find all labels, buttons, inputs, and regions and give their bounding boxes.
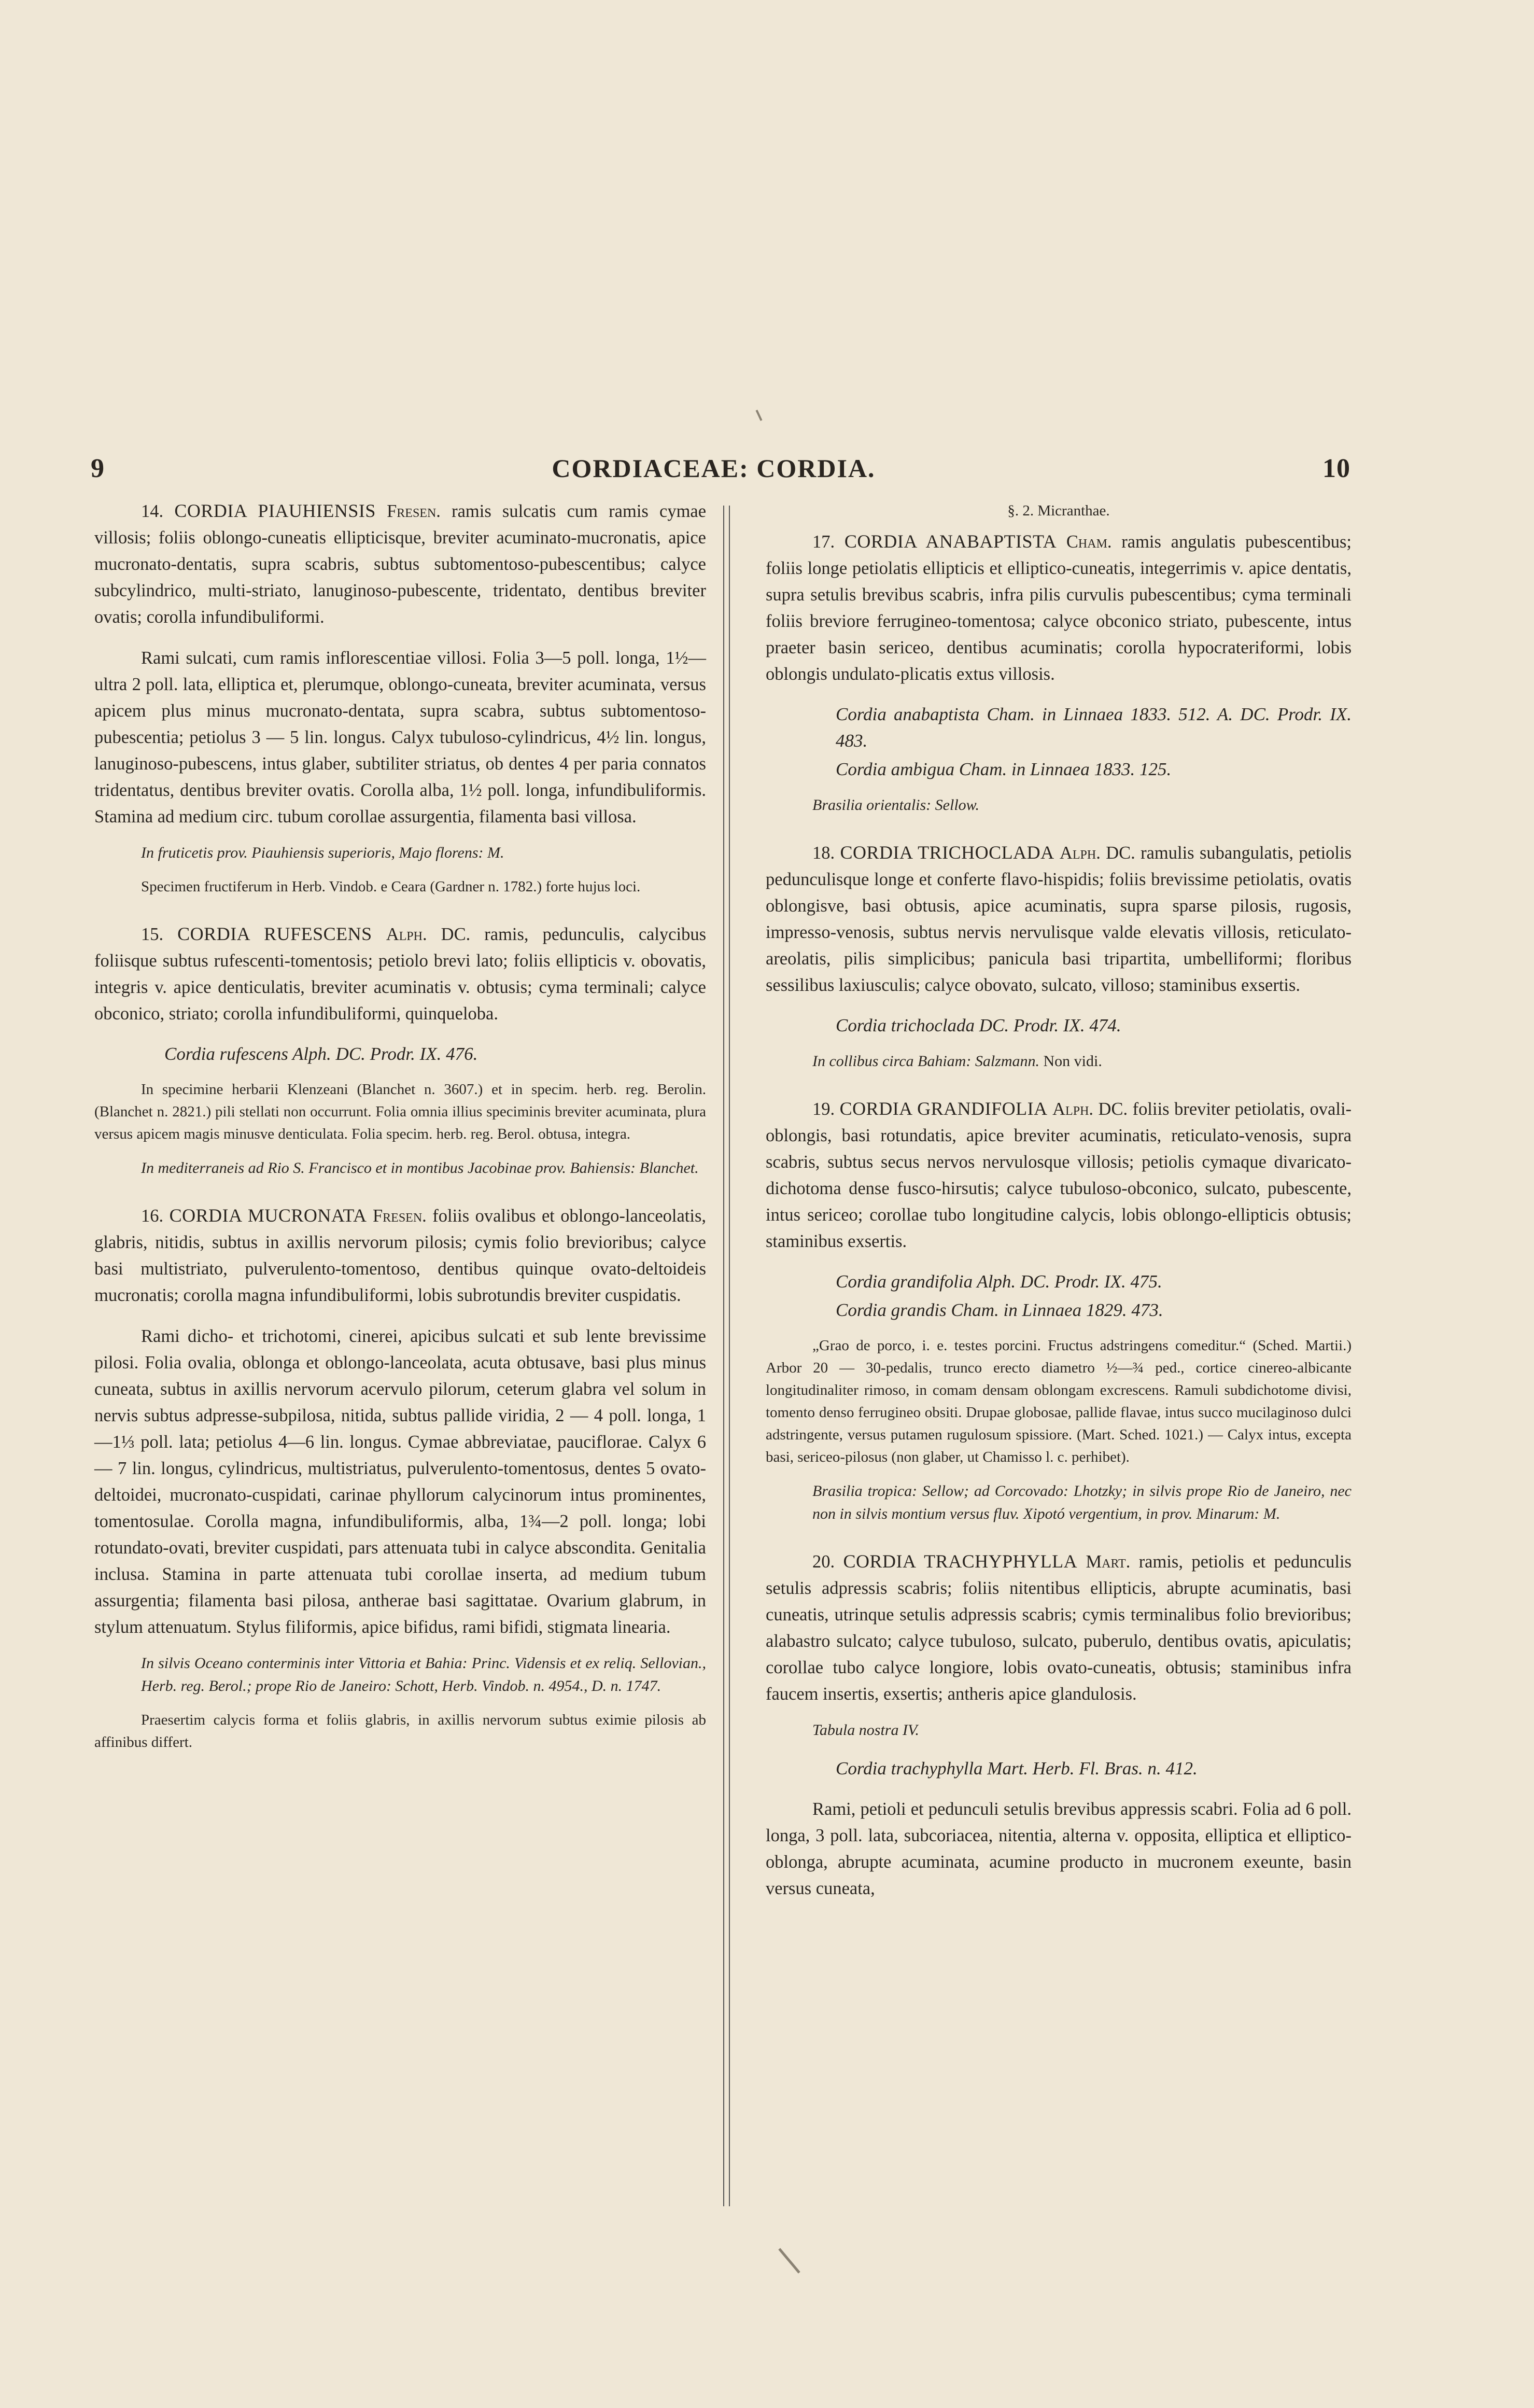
locality-text: In collibus circa Bahiam: Salzmann. bbox=[812, 1053, 1040, 1070]
species-19-reference-2: Cordia grandis Cham. in Linnaea 1829. 473. bbox=[836, 1300, 1163, 1320]
species-17-diagnosis bbox=[766, 528, 1352, 688]
running-header bbox=[91, 450, 1350, 486]
species-number: 20. bbox=[812, 1552, 835, 1572]
diagnosis-text: foliis breviter petiolatis, ovali-oblongis, basi rotundatis, apice breviter acuminatis, reticulato-venosis, supra scabris, subtus secus nervos nervulosque villosis; petiolis cymaque divaricato-dichotoma dense fusco-hirsutis; calyce tubuloso-obconico, sulcato, pubescente, intus sericeo; corollae tubo longitudine calycis, lobis oblongo-ellipticis obtusis; staminibus exsertis. bbox=[766, 1099, 1352, 1251]
species-number: 17. bbox=[812, 532, 835, 552]
diagnosis-text: ramis sulcatis cum ramis cymae villosis; foliis oblongo-cuneatis ellipticisque, breviter acuminato-mucronatis, apice mucronato-dentatis, supra scabris, subtus subtomentoso-pubescentibus; calyce subcylindrico, multi-striato, lanuginoso-pubescente, tridentato, dentibus breviter ovatis; corolla infundibuliformi. bbox=[94, 501, 707, 627]
scan-mark bbox=[778, 2248, 800, 2273]
scan-mark bbox=[756, 410, 763, 421]
species-16-note: Praesertim calycis forma et foliis glabris, in axillis nervorum subtus eximie pilosis ab affinibus differt. bbox=[94, 1712, 706, 1751]
species-20-description: Rami, petioli et pedunculi setulis brevibus appressis scabri. Folia ad 6 poll. longa, 3 poll. lata, subcoriacea, nitentia, alterna v. opposita, elliptica et elliptico-oblonga, abrupte acuminata, acumine producto in mucronem exeunte, basin versus cuneata, bbox=[766, 1799, 1352, 1898]
diagnosis-text: ramis, pedunculis, calycibus foliisque subtus rufescenti-tomentosis; petiolo brevi lato; foliis ellipticis v. obovatis, integris v. apice denticulatis, breviter acuminatis v. obtusis; cyma terminali; calyce obconico, striato; corolla infundibuliformi, quinqueloba. bbox=[94, 925, 707, 1024]
column-divider bbox=[723, 506, 730, 2206]
right-column bbox=[766, 498, 1352, 1902]
species-number: 15. bbox=[141, 925, 164, 944]
diagnosis-text: ramulis subangulatis, petiolis pedunculisque longe et conferte flavo-hispidis; foliis brevissime petiolatis, ovatis oblongisve, basi obtusis, apice acuminatis, supra sparse pilosis, rugosis, impresso-venosis, subtus nervis nervulisque valde elevatis villosis, reticulato-areolatis, pilis simplicibus; panicula basi tripartita, umbelliformi; floribus sessilibus laxiusculis; calyce obovato, sulcato, villoso; staminibus exsertis. bbox=[766, 843, 1352, 995]
diagnosis-text: foliis ovalibus et oblongo-lanceolatis, glabris, nitidis, subtus in axillis nervorum pilosis; cymis folio brevioribus; calyce basi multistriato, pulverulento-tomentoso, dentibus quinque ovato-deltoideis mucronatis; corolla magna infundibuliformi, lobis subrotundis breviter cuspidatis. bbox=[94, 1206, 707, 1305]
species-author: Fresen. bbox=[372, 1206, 427, 1226]
species-18-diagnosis bbox=[766, 839, 1352, 999]
species-14-locality: In fruticetis prov. Piauhiensis superioris, Majo florens: M. bbox=[141, 844, 504, 861]
species-name: CORDIA PIAUHIENSIS bbox=[174, 500, 376, 521]
species-18-locality bbox=[766, 1050, 1352, 1073]
species-14-diagnosis bbox=[94, 498, 706, 631]
species-name: CORDIA RUFESCENS bbox=[177, 923, 372, 944]
species-19-note: „Grao de porco, i. e. testes porcini. Fructus adstringens comeditur.“ (Sched. Martii.) Arbor 20 — 30-pedalis, trunco erecto diametro ½—¾ ped., cortice cinereo-albicante longitudinaliter rimoso, in comam densam oblongam excrescens. Ramuli subdichotome divisi, tomento denso ferrugineo obsiti. Drupae globosae, pallide flavae, intus succo mucilaginoso dulci adstringente, versus putamen rugulosum spissiore. (Mart. Sched. 1021.) — Calyx intus, excepta basi, sericeo-pilosus (non glaber, ut Chamisso l. c. perhibet). bbox=[766, 1337, 1352, 1465]
running-title: CORDIACEAE: CORDIA. bbox=[552, 454, 876, 483]
species-16-description: Rami dicho- et trichotomi, cinerei, apicibus sulcati et sub lente brevissime pilosi. Folia ovalia, oblonga et oblongo-lanceolata, acuta obtusave, basi plus minus cuneata, subtus in axillis nervorum acervulo pilorum, ceterum glabra vel solum in nervis subtus adpresse-subpilosa, nitida, subtus pallide viridia, 2 — 4 poll. longa, 1—1⅓ poll. lata; petiolus 4—6 lin. longus. Cymae abbreviatae, pauciflorae. Calyx 6 — 7 lin. longus, cylindricus, multistriatus, pulverulento-tomentosus, dentes 5 ovato-deltoidei, mucronato-cuspidati, carinae phyllorum calycinorum intus prominentes, tomentosulae. Corolla magna, infundibuliformis, alba, 1¾—2 poll. longa; lobi rotundato-ovati, breviter cuspidati, pars attenuata tubi in calyce abscondita. Genitalia inclusa. Stamina in parte attenuata tubi corollae inserta, ad medium tubum assurgentia; filamenta basi pilosa, antherae basi sagittatae. Ovarium glabrum, in stylum attenuatum. Stylus filiformis, apice bifidus, rami bifidi, stigmata linearia. bbox=[94, 1326, 706, 1637]
diagnosis-text: ramis, petiolis et pedunculis setulis adpressis scabris; foliis nitentibus ellipticis, abrupte acuminatis, basi cuneatis, utrinque setulis adpressis scabris; cymis terminalibus folio brevioribus; alabastro sulcato; calyce tubuloso, sulcato, puberulo, dentibus ovatis, apiculatis; corollae tubo calyce longiore, lobis ovato-cuneatis, obtusis; staminibus infra faucem insertis, exsertis; antheris apice glandulosis. bbox=[766, 1552, 1352, 1704]
species-15-reference: Cordia rufescens Alph. DC. Prodr. IX. 476. bbox=[164, 1044, 478, 1064]
species-17-locality: Brasilia orientalis: Sellow. bbox=[812, 796, 979, 814]
non-vidi-note: Non vidi. bbox=[1043, 1053, 1102, 1070]
diagnosis-text: ramis angulatis pubescentibus; foliis longe petiolatis ellipticis et elliptico-cuneatis, integerrimis v. apice dentatis, supra setulis brevibus scabris, infra pilis curvulis pubescentibus; cyma terminali foliis breviore ferrugineo-tomentosa; calyce obconico striato, pubescente, intus praeter basin sericeo, dentibus acuminatis; corolla hypocrateriformi, lobis oblongis undulato-plicatis extus villosis. bbox=[766, 532, 1352, 684]
species-20-tabula: Tabula nostra IV. bbox=[812, 1721, 919, 1739]
species-19-locality: Brasilia tropica: Sellow; ad Corcovado: Lhotzky; in silvis prope Rio de Janeiro, nec non in silvis montium versus fluv. Xipotó vergentium, in prov. Minarum: M. bbox=[812, 1482, 1352, 1522]
page-number-right: 10 bbox=[1322, 453, 1350, 483]
species-20-diagnosis bbox=[766, 1548, 1352, 1707]
species-author: Alph. DC. bbox=[1059, 843, 1135, 863]
species-author: Alph. DC. bbox=[1052, 1099, 1128, 1119]
species-number: 18. bbox=[812, 843, 835, 863]
species-15-locality: In mediterraneis ad Rio S. Francisco et in montibus Jacobinae prov. Bahiensis: Blanchet. bbox=[141, 1159, 699, 1177]
species-name: CORDIA ANABAPTISTA bbox=[844, 531, 1057, 552]
species-author: Cham. bbox=[1066, 532, 1112, 552]
species-16-locality: In silvis Oceano conterminis inter Vittoria et Bahia: Princ. Vidensis et ex reliq. Sellovian., Herb. reg. Berol.; prope Rio de Janeiro: Schott, Herb. Vindob. n. 4954., D. n. 1747. bbox=[141, 1655, 706, 1695]
species-number: 16. bbox=[141, 1206, 164, 1226]
species-17-reference-1: Cordia anabaptista Cham. in Linnaea 1833. 512. A. DC. Prodr. IX. 483. bbox=[836, 704, 1352, 751]
species-18-reference: Cordia trichoclada DC. Prodr. IX. 474. bbox=[836, 1015, 1121, 1035]
species-name: CORDIA MUCRONATA bbox=[169, 1205, 367, 1226]
species-17-reference-2: Cordia ambigua Cham. in Linnaea 1833. 125. bbox=[836, 759, 1172, 779]
species-author: Fresen. bbox=[387, 501, 441, 521]
species-15-note: In specimine herbarii Klenzeani (Blanchet n. 3607.) et in specim. herb. reg. Berolin. (Blanchet n. 2821.) pili stellati non occurrunt. Folia omnia illius speciminis breviter acuminata, plura versus apicem magis minusve denticulata. Folia specim. herb. reg. Berol. obtusa, integra. bbox=[94, 1081, 706, 1142]
species-15-diagnosis bbox=[94, 921, 706, 1027]
species-14-description: Rami sulcati, cum ramis inflorescentiae villosi. Folia 3—5 poll. longa, 1½— ultra 2 poll. lata, elliptica et, plerumque, oblongo-cuneata, breviter acuminata, versus apicem plus minus mucronato-dentata, supra scabra, subtus subtomentoso-pubescentia; petiolus 3 — 5 lin. longus. Calyx tubuloso-cylindricus, 4½ lin. longus, lanuginoso-pubescens, intus glaber, subtiliter striatus, ob dentes 4 per paria connatos tridentatus, dentibus breviter ovatis. Corolla alba, 1½ poll. longa, infundibuliformis. Stamina ad medium circ. tubum corollae assurgentia, filamenta basi villosa. bbox=[94, 648, 706, 827]
species-19-reference-1: Cordia grandifolia Alph. DC. Prodr. IX. 475. bbox=[836, 1271, 1162, 1292]
species-author: Mart. bbox=[1086, 1552, 1131, 1572]
species-name: CORDIA GRANDIFOLIA bbox=[839, 1098, 1048, 1119]
species-name: CORDIA TRACHYPHYLLA bbox=[843, 1551, 1078, 1572]
species-name: CORDIA TRICHOCLADA bbox=[840, 842, 1054, 863]
species-20-reference: Cordia trachyphylla Mart. Herb. Fl. Bras. n. 412. bbox=[836, 1758, 1198, 1779]
species-19-diagnosis bbox=[766, 1096, 1352, 1255]
species-14-note: Specimen fructiferum in Herb. Vindob. e Ceara (Gardner n. 1782.) forte hujus loci. bbox=[141, 878, 641, 895]
species-number: 19. bbox=[812, 1099, 835, 1119]
page-number-left: 9 bbox=[91, 453, 105, 483]
species-16-diagnosis bbox=[94, 1202, 706, 1309]
section-heading: §. 2. Micranthae. bbox=[1007, 502, 1110, 519]
left-column bbox=[94, 498, 706, 1754]
species-author: Alph. DC. bbox=[386, 925, 471, 944]
species-number: 14. bbox=[141, 501, 164, 521]
